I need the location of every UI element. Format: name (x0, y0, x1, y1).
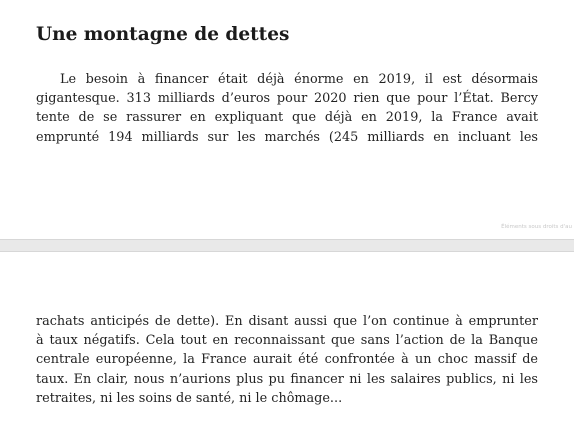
text-line: gigantesque. 313 milliards d’euros pour 2020 rien que pour l’État. Bercy (36, 91, 538, 107)
paragraph-page-1 (36, 70, 538, 147)
page-separator (0, 239, 574, 252)
text-line: Le besoin à financer était déjà énorme en 2019, il est désormais (60, 72, 538, 87)
text-line: tente de se rassurer en expliquant que déjà en 2019, la France avait (36, 110, 538, 126)
copyright-watermark: Éléments sous droits d'au (501, 224, 572, 230)
text-line: centrale européenne, la France aurait été confrontée à un choc massif de (36, 352, 538, 368)
paragraph-page-2 (36, 312, 538, 408)
article-heading: Une montagne de dettes (36, 24, 290, 45)
text-line: retraites, ni les soins de santé, ni le chômage... (36, 390, 343, 406)
text-line: emprunté 194 milliards sur les marchés (245 milliards en incluant les (36, 129, 538, 145)
text-line: taux. En clair, nous n’aurions plus pu financer ni les salaires publics, ni les (36, 371, 538, 387)
text-line: à taux négatifs. Cela tout en reconnaissant que sans l’action de la Banque (36, 333, 538, 349)
text-line: rachats anticipés de dette). En disant aussi que l’on continue à emprunter (36, 314, 538, 329)
